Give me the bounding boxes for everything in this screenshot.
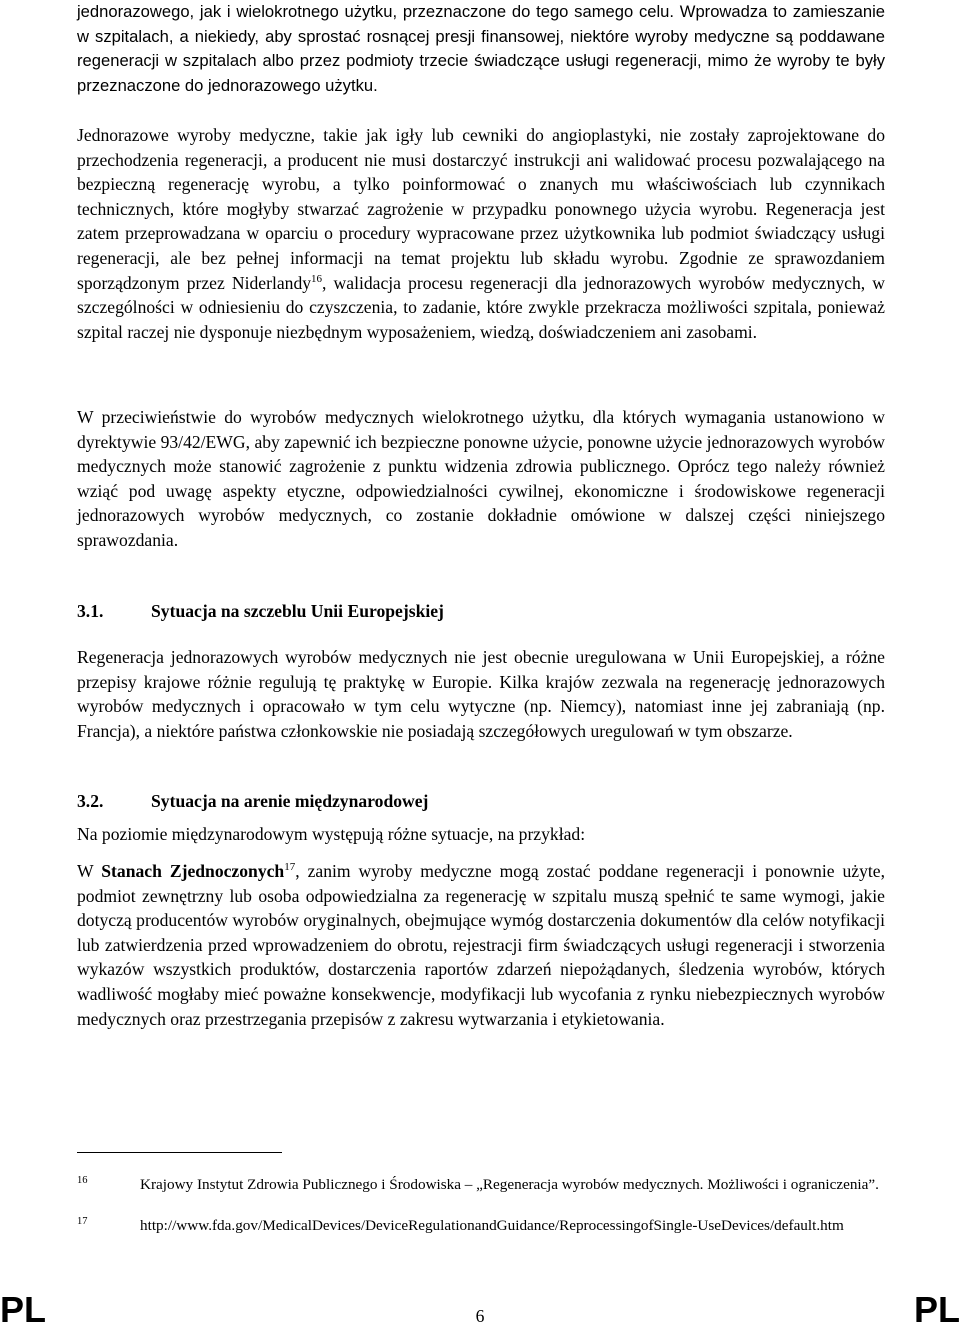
paragraph-2-text-b: , walidacja procesu regeneracji dla jednorazowych wyrobów medycznych, w szczególności w odniesieniu do czyszczenia, to zadanie, które zwykle przekracza możliwości szpitala, ponieważ szpital raczej nie dysponuje niezbędnym wyposażeniem, wiedzą, doświadczeniem ani zasobami. [77, 272, 885, 342]
paragraph-4-text: Regeneracja jednorazowych wyrobów medycznych nie jest obecnie uregulowana w Unii Europejskiej, a różne przepisy krajowe różnie regulują tę praktykę w Europie. Kilka krajów zezwala na regenerację jednorazowych wyrobów medycznych i opracowało w tym celu wytyczne (np. Niemcy), natomiast inne jej zabraniają (np. Francja), a niektóre państwa członkowskie nie posiadają szczegółowych uregulowań w tym obszarze. [77, 647, 885, 741]
section-heading-3-2 [77, 789, 428, 813]
footer-language-left: PL [0, 1289, 47, 1330]
paragraph-3-text: W przeciwieństwie do wyrobów medycznych wielokrotnego użytku, dla których wymagania ustanowiono w dyrektywie 93/42/EWG, aby zapewnić ich bezpieczne ponowne użycie, ponowne użycie jednorazowych wyrobów medycznych może stanowić zagrożenie z punktu widzenia zdrowia publicznego. Oprócz tego należy również wziąć pod uwagę aspekty etyczne, odpowiedzialności cywilnej, ekonomiczne i środowiskowe regeneracji jednorazowych wyrobów medycznych, co zostanie dokładnie omówione w dalszej części niniejszego sprawozdania. [77, 407, 885, 550]
footnote-text: Krajowy Instytut Zdrowia Publicznego i Środowiska – „Regeneracja wyrobów medycznych. Możliwości i ograniczenia”. [140, 1176, 879, 1193]
section-title: Sytuacja na szczeblu Unii Europejskiej [151, 601, 444, 621]
paragraph-1-text: jednorazowego, jak i wielokrotnego użytku, przeznaczone do tego samego celu. Wprowadza to zamieszanie w szpitalach, a niekiedy, aby sprostać rosnącej presji finansowej, niektóre wyroby medyczne są poddawane regeneracji w szpitalach albo przez podmioty trzecie świadczące usługi regeneracji, mimo że wyroby te były przeznaczone do jednorazowego użytku. [77, 2, 885, 95]
paragraph-2 [77, 123, 885, 344]
footnote-mark: 16 [77, 1175, 88, 1186]
paragraph-4 [77, 645, 885, 743]
section-number: 3.1. [77, 601, 104, 621]
section-heading-3-1 [77, 599, 444, 623]
footnote-link[interactable]: http://www.fda.gov/MedicalDevices/DeviceRegulationandGuidance/ReprocessingofSingle-UseDevices/default.htm [140, 1217, 844, 1234]
section-title: Sytuacja na arenie międzynarodowej [151, 791, 429, 811]
paragraph-1 [77, 0, 885, 98]
paragraph-3 [77, 405, 885, 553]
footnote-separator [77, 1152, 282, 1153]
footnote-ref-16[interactable]: 16 [311, 272, 323, 285]
footnote-ref-17[interactable]: 17 [284, 861, 296, 873]
paragraph-5 [77, 822, 885, 847]
paragraph-6-bold: Stanach Zjednoczonych [101, 861, 285, 881]
paragraph-6 [77, 859, 885, 1031]
paragraph-6-text-pre: W [77, 861, 102, 881]
footnote-mark: 17 [77, 1216, 88, 1227]
paragraph-6-text-post: , zanim wyroby medyczne mogą zostać poddane regeneracji i ponownie użyte, podmiot zewnętrzny lub osoba odpowiedzialna za regenerację w szpitalu muszą spełnić te same wymogi, jakie dotyczą producentów wyrobów oryginalnych, obejmujące wymóg dostarczenia dokumentów dla celów notyfikacji lub zatwierdzenia przed wprowadzeniem do obrotu, rejestracji firm świadczących usługi regeneracji i stworzenia wykazów wszystkich produktów, dostarczenia raportów zdarzeń niepożądanych, śledzenia wyrobów, których wadliwość mogłaby mieć poważne konsekwencje, modyfikacji lub wycofania z rynku niebezpiecznych wyrobów medycznych oraz przestrzegania przepisów z zakresu wytwarzania i etykietowania. [77, 861, 885, 1029]
section-number: 3.2. [77, 791, 104, 811]
paragraph-5-text: Na poziomie międzynarodowym występują różne sytuacje, na przykład: [77, 824, 586, 844]
page-number: 6 [475, 1306, 485, 1326]
footer-language-right: PL [913, 1289, 960, 1330]
paragraph-2-text-a: Jednorazowe wyroby medyczne, takie jak igły lub cewniki do angioplastyki, nie zostały zaprojektowane do przechodzenia regeneracji, a producent nie musi dostarczyć instrukcji ani walidować procesu pozwalającego na bezpieczną regenerację wyrobu, a tylko poinformować o znanych mu właściwościach lub czynnikach technicznych, które mogłyby stwarzać zagrożenie w przypadku ponownego użycia wyrobu. Regeneracja jest zatem przeprowadzana w oparciu o procedury wypracowane przez użytkownika lub podmiot świadczący usługi regeneracji, ale bez pełnej informacji na temat projektu lub składu wyrobu. Zgodnie ze sprawozdaniem sporządzonym przez Niderlandy [77, 125, 885, 293]
